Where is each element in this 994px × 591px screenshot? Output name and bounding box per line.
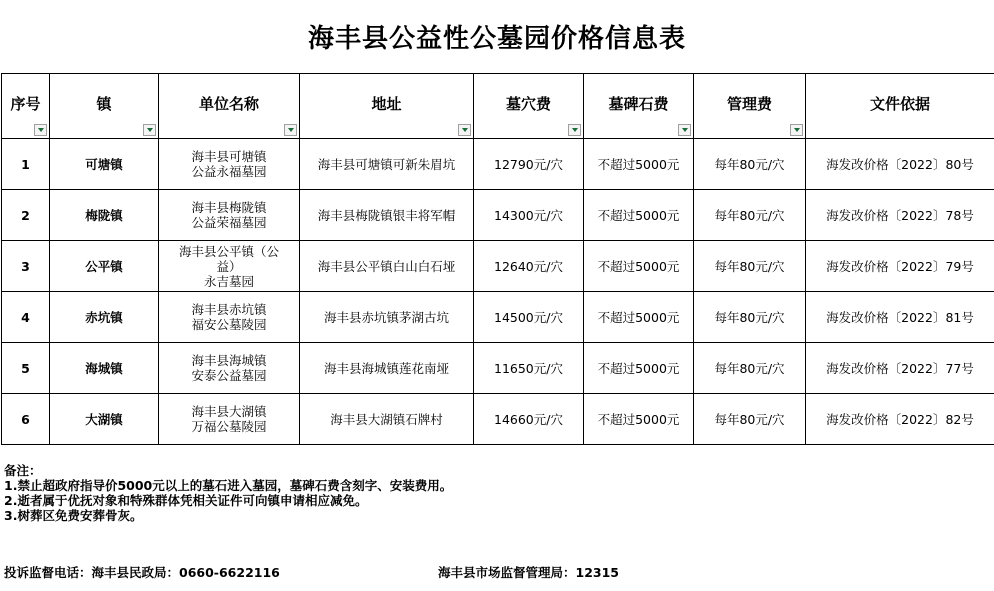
header-town: 镇	[50, 74, 159, 139]
notes-heading: 备注：	[4, 463, 42, 478]
filter-dropdown-icon[interactable]	[34, 124, 47, 136]
cell-no: 3	[2, 241, 50, 292]
cell-doc: 海发改价格〔2022〕77号	[806, 343, 994, 394]
cell-stone-fee: 不超过5000元	[584, 394, 694, 445]
cell-doc: 海发改价格〔2022〕79号	[806, 241, 994, 292]
filter-dropdown-icon[interactable]	[284, 124, 297, 136]
cell-address: 海丰县梅陇镇银丰将军帽	[300, 190, 474, 241]
cell-unit: 海丰县赤坑镇 福安公墓陵园	[159, 292, 300, 343]
table-row	[2, 343, 994, 394]
cell-town: 大湖镇	[50, 394, 159, 445]
cell-town: 海城镇	[50, 343, 159, 394]
filter-dropdown-icon[interactable]	[678, 124, 691, 136]
header-no: 序号	[2, 74, 50, 139]
cell-doc: 海发改价格〔2022〕80号	[806, 139, 994, 190]
cell-no: 2	[2, 190, 50, 241]
cell-doc: 海发改价格〔2022〕78号	[806, 190, 994, 241]
note-item: 3.树葬区免费安葬骨灰。	[4, 508, 143, 523]
note-item: 1.禁止超政府指导价5000元以上的墓石进入墓园，墓碑石费含刻字、安装费用。	[4, 478, 453, 493]
cell-plot-fee: 12790元/穴	[474, 139, 584, 190]
header-row	[2, 74, 994, 139]
cell-stone-fee: 不超过5000元	[584, 292, 694, 343]
cell-plot-fee: 14660元/穴	[474, 394, 584, 445]
page-title: 海丰县公益性公墓园价格信息表	[307, 24, 686, 54]
cell-unit: 海丰县大湖镇 万福公墓陵园	[159, 394, 300, 445]
notes-section	[4, 463, 452, 523]
cell-town: 公平镇	[50, 241, 159, 292]
cell-plot-fee: 14300元/穴	[474, 190, 584, 241]
cell-plot-fee: 14500元/穴	[474, 292, 584, 343]
cell-doc: 海发改价格〔2022〕81号	[806, 292, 994, 343]
cell-address: 海丰县公平镇白山白石垭	[300, 241, 474, 292]
table-row	[2, 190, 994, 241]
cell-mgmt-fee: 每年80元/穴	[694, 241, 806, 292]
cell-address: 海丰县海城镇莲花南垭	[300, 343, 474, 394]
cell-unit: 海丰县公平镇（公 益） 永吉墓园	[159, 241, 300, 292]
header-mgmt-fee: 管理费	[694, 74, 806, 139]
header-unit: 单位名称	[159, 74, 300, 139]
table-row	[2, 292, 994, 343]
header-doc: 文件依据	[806, 74, 994, 139]
cell-mgmt-fee: 每年80元/穴	[694, 394, 806, 445]
cell-town: 赤坑镇	[50, 292, 159, 343]
cell-plot-fee: 12640元/穴	[474, 241, 584, 292]
cell-stone-fee: 不超过5000元	[584, 343, 694, 394]
cell-unit: 海丰县梅陇镇 公益荣福墓园	[159, 190, 300, 241]
cell-mgmt-fee: 每年80元/穴	[694, 139, 806, 190]
cell-stone-fee: 不超过5000元	[584, 190, 694, 241]
cell-mgmt-fee: 每年80元/穴	[694, 190, 806, 241]
filter-dropdown-icon[interactable]	[790, 124, 803, 136]
filter-dropdown-icon[interactable]	[143, 124, 156, 136]
cell-stone-fee: 不超过5000元	[584, 139, 694, 190]
cell-town: 可塘镇	[50, 139, 159, 190]
cell-address: 海丰县可塘镇可新朱眉坑	[300, 139, 474, 190]
header-plot-fee: 墓穴费	[474, 74, 584, 139]
cell-address: 海丰县赤坑镇茅湖古坑	[300, 292, 474, 343]
note-item: 2.逝者属于优抚对象和特殊群体凭相关证件可向镇申请相应减免。	[4, 493, 368, 508]
cell-unit: 海丰县海城镇 安泰公益墓园	[159, 343, 300, 394]
filter-dropdown-icon[interactable]	[458, 124, 471, 136]
header-stone-fee: 墓碑石费	[584, 74, 694, 139]
filter-dropdown-icon[interactable]	[568, 124, 581, 136]
table-row	[2, 394, 994, 445]
cell-doc: 海发改价格〔2022〕82号	[806, 394, 994, 445]
header-address: 地址	[300, 74, 474, 139]
cell-plot-fee: 11650元/穴	[474, 343, 584, 394]
table-row	[2, 139, 994, 190]
cell-stone-fee: 不超过5000元	[584, 241, 694, 292]
cell-no: 6	[2, 394, 50, 445]
cell-unit: 海丰县可塘镇 公益永福墓园	[159, 139, 300, 190]
cell-no: 4	[2, 292, 50, 343]
cell-mgmt-fee: 每年80元/穴	[694, 343, 806, 394]
price-table	[1, 73, 994, 445]
cell-no: 5	[2, 343, 50, 394]
cell-no: 1	[2, 139, 50, 190]
cell-mgmt-fee: 每年80元/穴	[694, 292, 806, 343]
cell-address: 海丰县大湖镇石牌村	[300, 394, 474, 445]
complaint-phone: 投诉监督电话：海丰县民政局：0660-6622116	[4, 565, 280, 580]
table-row	[2, 241, 994, 292]
market-supervision-phone: 海丰县市场监督管理局：12315	[438, 565, 619, 580]
cell-town: 梅陇镇	[50, 190, 159, 241]
